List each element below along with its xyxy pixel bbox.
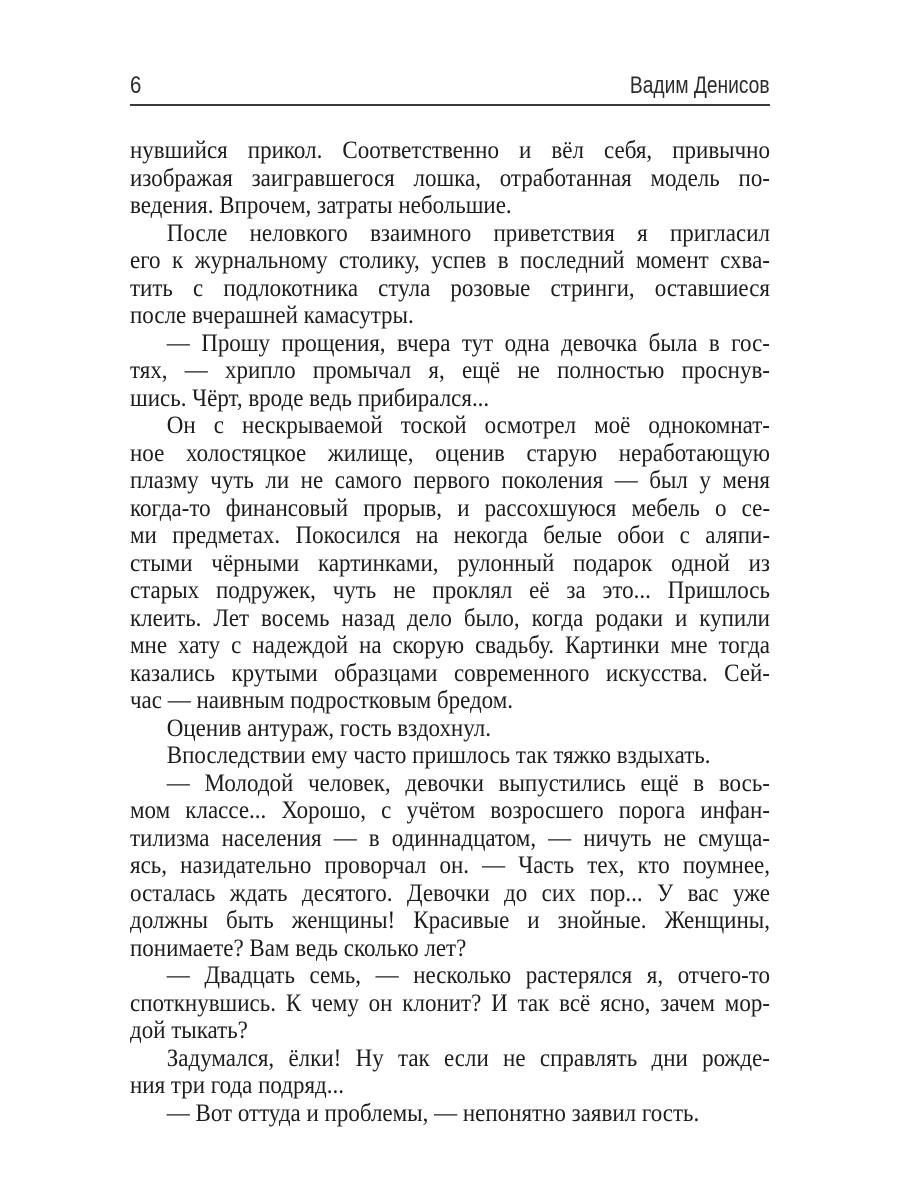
text-line: мом классе... Хорошо, с учётом возросшего порога инфан- — [130, 797, 770, 824]
text-line: стыми чёрными картинками, рулонный подарок одной из — [130, 549, 770, 577]
text-line: после вчерашней камасутры. — [130, 302, 414, 329]
text-line: ми предметах. Покосился на некогда белые обои с аляпи- — [130, 522, 770, 549]
header-rule — [130, 104, 770, 106]
text-line: когда-то финансовый прорыв, и рассохшуюся мебель о се- — [130, 494, 770, 522]
text-line: шись. Чёрт, вроде ведь прибирался... — [130, 384, 490, 412]
text-line: ведения. Впрочем, затраты небольшие. — [130, 192, 512, 219]
running-head-author: Вадим Денисов — [630, 72, 770, 99]
text-line: — Вот оттуда и проблемы, — непонятно заявил гость. — [166, 1099, 700, 1127]
text-line: плазму чуть ли не самого первого поколения — был у меня — [130, 467, 770, 494]
text-line: тилизма населения — в одиннадцатом, — ничуть не смуща- — [130, 824, 770, 852]
text-line: казались крутыми образцами современного искусства. Сей- — [130, 659, 770, 687]
text-line: тях, — хрипло промычал я, ещё не полностью проснув- — [130, 357, 770, 384]
text-line: Оценив антураж, гость вздохнул. — [166, 714, 491, 742]
text-line: осталась ждать десятого. Девочки до сих пор... У вас уже — [130, 879, 770, 907]
text-line: тить с подлокотника стула розовые стринги, оставшиеся — [130, 274, 770, 302]
text-line: понимаете? Вам ведь сколько лет? — [130, 934, 467, 962]
text-line: Задумался, ёлки! Ну так если не справлять дни рожде- — [166, 1044, 770, 1072]
text-line: дой тыкать? — [130, 1017, 248, 1044]
page-number: 6 — [130, 72, 142, 99]
page-header — [130, 70, 770, 102]
text-line: нувшийся прикол. Соответственно и вёл себя, привычно — [130, 137, 770, 164]
text-line: После неловкого взаимного приветствия я пригласил — [166, 219, 770, 247]
text-line: его к журнальному столику, успев в последний момент схва- — [130, 247, 770, 274]
text-line: должны быть женщины! Красивые и знойные. Женщины, — [130, 907, 770, 934]
text-line: Впоследствии ему часто пришлось так тяжко вздыхать. — [166, 742, 711, 769]
text-line: час — наивным подростковым бредом. — [130, 687, 514, 714]
text-line: — Двадцать семь, — несколько растерялся я, отчего-то — [166, 962, 770, 989]
text-line: клеить. Лет восемь назад дело было, когда родаки и купили — [130, 604, 770, 632]
text-line: ное холостяцкое жилище, оценив старую неработающую — [130, 439, 770, 467]
text-line: споткнувшись. К чему он клонит? И так всё ясно, зачем мор- — [130, 989, 770, 1017]
body-text — [130, 137, 770, 1127]
text-line: Он с нескрываемой тоской осмотрел моё однокомнат- — [166, 412, 770, 439]
text-line: мне хату с надеждой на скорую свадьбу. Картинки мне тогда — [130, 632, 770, 659]
text-line: ния три года подряд... — [130, 1072, 344, 1099]
text-line: — Молодой человек, девочки выпустились ещё в вось- — [166, 769, 770, 797]
text-line: ясь, назидательно проворчал он. — Часть тех, кто поумнее, — [130, 852, 770, 879]
text-line: изображая заигравшегося лошка, отработанная модель по- — [130, 164, 770, 192]
text-line: старых подружек, чуть не проклял её за это... Пришлось — [130, 577, 770, 604]
text-line: — Прошу прощения, вчера тут одна девочка была в гос- — [166, 329, 770, 357]
